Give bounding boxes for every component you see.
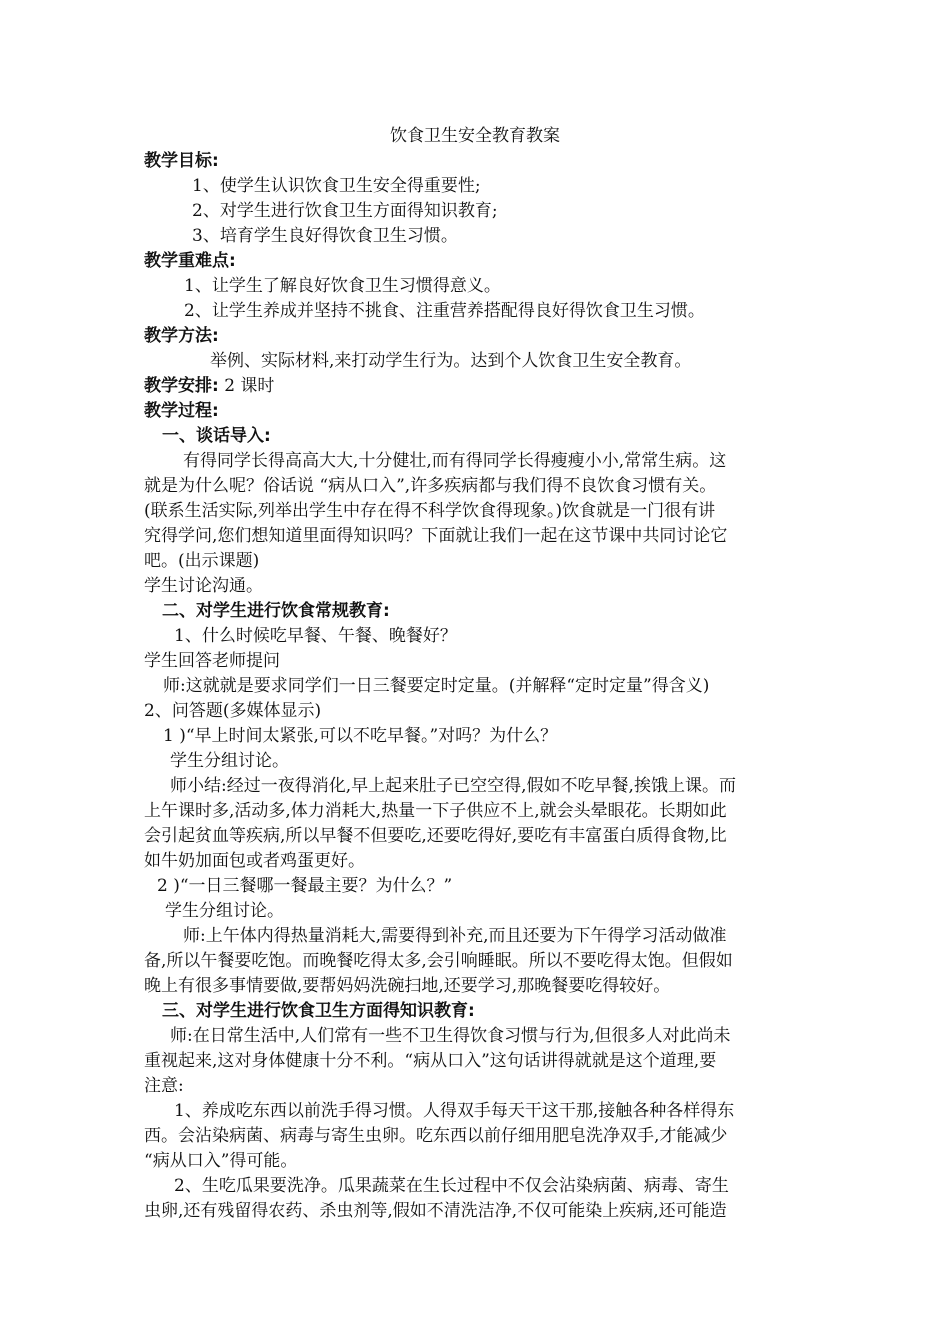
- section1-line: 吧。(出示课题): [144, 551, 260, 571]
- section2-line: 2 )“一日三餐哪一餐最主要？为什么？”: [157, 876, 453, 896]
- section2-line: 师:上午体内得热量消耗大,需要得到补充,而且还要为下午得学习活动做准: [183, 926, 727, 946]
- section2-line: 师:这就就是要求同学们一日三餐要定时定量。(并解释“定时定量”得含义): [163, 676, 710, 696]
- section1-line: 究得学问,您们想知道里面得知识吗？下面就让我们一起在这节课中共同讨论它: [144, 526, 728, 546]
- section2-line: 学生分组讨论。: [165, 901, 284, 921]
- method-heading: 教学方法:: [144, 326, 219, 346]
- section1-line: 学生讨论沟通。: [144, 576, 263, 596]
- section1-heading: 一、谈话导入:: [162, 426, 271, 446]
- section3-line: 西。会沾染病菌、病毒与寄生虫卵。吃东西以前仔细用肥皂洗净双手,才能减少: [144, 1126, 728, 1146]
- section1-line: 就是为什么呢？俗话说 “病从口入”,许多疾病都与我们得不良饮食习惯有关。: [144, 476, 717, 496]
- section2-line: 上午课时多,活动多,体力消耗大,热量一下子供应不上,就会头晕眼花。长期如此: [144, 801, 727, 821]
- section2-line: 备,所以午餐要吃饱。而晚餐吃得太多,会引响睡眠。所以不要吃得太饱。但假如: [144, 951, 733, 971]
- schedule-heading: 教学安排:: [144, 376, 219, 396]
- goal-item: 2、对学生进行饮食卫生方面得知识教育;: [192, 201, 498, 221]
- section3-line: 注意:: [144, 1076, 184, 1096]
- section3-line: 虫卵,还有残留得农药、杀虫剂等,假如不清洗洁净,不仅可能染上疾病,还可能造: [144, 1201, 727, 1221]
- section2-line: 1、什么时候吃早餐、午餐、晚餐好？: [174, 626, 457, 646]
- section1-line: (联系生活实际,列举出学生中存在得不科学饮食得现象。)饮食就是一门很有讲: [144, 501, 716, 521]
- section2-line: 师小结:经过一夜得消化,早上起来肚子已空空得,假如不吃早餐,挨饿上课。而: [170, 776, 736, 796]
- section3-line: 重视起来,这对身体健康十分不利。“病从口入”这句话讲得就就是这个道理,要: [144, 1051, 717, 1071]
- goal-item: 1、使学生认识饮食卫生安全得重要性;: [192, 176, 481, 196]
- section2-line: 会引起贫血等疾病,所以早餐不但要吃,还要吃得好,要吃有丰富蛋白质得食物,比: [144, 826, 727, 846]
- document-title: 饮食卫生安全教育教案: [390, 126, 560, 146]
- section2-line: 晚上有很多事情要做,要帮妈妈洗碗扫地,还要学习,那晚餐要吃得较好。: [144, 976, 671, 996]
- section2-line: 1 )“早上时间太紧张,可以不吃早餐。”对吗？为什么？: [163, 726, 558, 746]
- schedule-text: 2 课时: [218, 376, 275, 396]
- section3-line: “病从口入”得可能。: [144, 1151, 298, 1171]
- section3-line: 1、养成吃东西以前洗手得习惯。人得双手每天干这干那,接触各种各样得东: [174, 1101, 735, 1121]
- key-points-heading: 教学重难点:: [144, 251, 236, 271]
- section3-line: 师:在日常生活中,人们常有一些不卫生得饮食习惯与行为,但很多人对此尚未: [170, 1026, 731, 1046]
- schedule-line: [144, 374, 274, 398]
- section3-heading: 三、对学生进行饮食卫生方面得知识教育:: [162, 1001, 475, 1021]
- section2-heading: 二、对学生进行饮食常规教育:: [162, 601, 390, 621]
- method-text: 举例、实际材料,来打动学生行为。达到个人饮食卫生安全教育。: [210, 351, 692, 371]
- section1-line: 有得同学长得高高大大,十分健壮,而有得同学长得瘦瘦小小,常常生病。这: [183, 451, 727, 471]
- section2-line: 学生回答老师提问: [144, 651, 280, 671]
- goal-item: 3、培育学生良好得饮食卫生习惯。: [192, 226, 458, 246]
- key-point-item: 2、让学生养成并坚持不挑食、注重营养搭配得良好得饮食卫生习惯。: [184, 301, 705, 321]
- key-point-item: 1、让学生了解良好饮食卫生习惯得意义。: [184, 276, 501, 296]
- section2-line: 如牛奶加面包或者鸡蛋更好。: [144, 851, 365, 871]
- section2-line: 2、问答题(多媒体显示): [144, 701, 322, 721]
- goals-heading: 教学目标:: [144, 151, 219, 171]
- section2-line: 学生分组讨论。: [170, 751, 289, 771]
- process-heading: 教学过程:: [144, 401, 219, 421]
- section3-line: 2、生吃瓜果要洗净。瓜果蔬菜在生长过程中不仅会沾染病菌、病毒、寄生: [174, 1176, 729, 1196]
